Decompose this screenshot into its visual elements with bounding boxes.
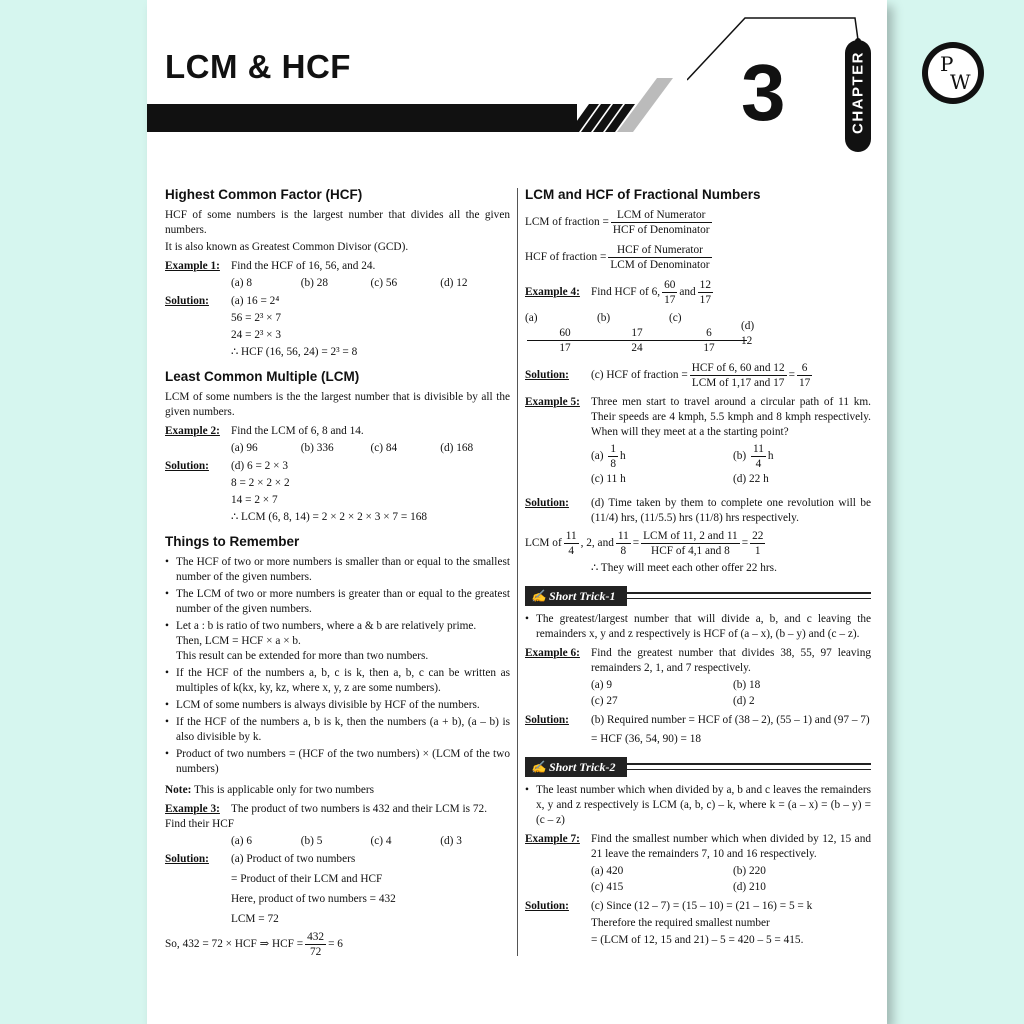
formula-lhs: LCM of fraction = (525, 216, 609, 228)
option-key: (b) (733, 450, 747, 462)
things-heading: Things to Remember (165, 534, 300, 549)
solution-label: Solution: (165, 460, 209, 472)
logo-letter-p: P (940, 52, 954, 76)
solution-lcm-line (525, 529, 871, 558)
option: (c) 56 (370, 277, 398, 289)
option: (c) 4 (370, 835, 392, 847)
list-item (165, 619, 510, 664)
example-6-options (591, 678, 871, 709)
solution-1 (165, 294, 510, 309)
example-text: Find the LCM of 6, 8 and 14. (231, 425, 364, 437)
lcm-fraction-formula (525, 208, 871, 237)
header-bar (147, 104, 577, 132)
solution-line: (c) Since (12 – 7) = (15 – 10) = (21 – 16) = 5 = k (591, 900, 813, 912)
fraction (608, 243, 711, 272)
numerator: 6 (671, 326, 747, 341)
formula-lhs: HCF of fraction = (525, 251, 607, 263)
option: (d) 168 (440, 442, 474, 454)
solution-label: Solution: (525, 497, 569, 509)
denominator: 17 (703, 342, 715, 354)
right-column (525, 186, 871, 948)
solution-line: ∴ HCF (16, 56, 24) = 2³ = 8 (231, 346, 358, 358)
example-text (591, 278, 871, 307)
example-text: Find the smallest number which when divided by 12, 15 and 21 leave the remainders 7, 10 and 16 respectively. (591, 833, 871, 860)
things-list (165, 555, 510, 777)
example-2-options (231, 441, 510, 456)
fraction (305, 930, 326, 959)
hcf-heading: Highest Common Factor (HCF) (165, 187, 363, 202)
option: (a) 6 (231, 835, 253, 847)
short-trick-label: ✍ Short Trick-1 (525, 586, 627, 606)
option-value: 12 (741, 334, 753, 347)
numerator: 22 (752, 530, 764, 542)
solution-pre: (c) HCF of fraction = (591, 369, 688, 381)
denominator: 8 (620, 545, 627, 557)
denominator: 17 (664, 294, 676, 306)
denominator: 24 (631, 342, 643, 354)
numerator: 432 (307, 931, 325, 943)
fraction (611, 208, 712, 237)
example-label: Example 3: (165, 803, 220, 815)
example-label: Example 4: (525, 286, 580, 298)
numerator: LCM of 11, 2 and 11 (643, 530, 738, 542)
hcf-definition: HCF of some numbers is the largest number that divides all the given numbers. (165, 209, 510, 236)
option-key: (b) (597, 312, 611, 324)
solution-7 (525, 899, 871, 914)
fraction (698, 278, 713, 307)
example-2 (165, 424, 510, 439)
equals: = (632, 537, 640, 549)
list-item: • LCM of some numbers is always divisible by HCF of the numbers. (165, 698, 510, 713)
lcm-mid: , 2, and (580, 537, 614, 549)
short-trick-label: ✍ Short Trick-2 (525, 757, 627, 777)
fraction (690, 361, 787, 390)
fraction (608, 442, 618, 471)
example-text-cont: Find their HCF (165, 818, 235, 830)
solution-line: (a) Product of two numbers (231, 853, 356, 865)
example-4 (525, 278, 871, 307)
solution-line: ∴ LCM (6, 8, 14) = 2 × 2 × 2 × 3 × 7 = 168 (231, 511, 428, 523)
example-7 (525, 832, 871, 862)
numerator: 11 (753, 443, 764, 455)
short-trick-1 (525, 586, 871, 606)
fraction (641, 529, 740, 558)
example-text-pre: Find HCF of 6, (591, 286, 661, 298)
lcm-heading: Least Common Multiple (LCM) (165, 369, 360, 384)
solution-label: Solution: (525, 369, 569, 381)
option (741, 319, 801, 349)
numerator: LCM of Numerator (611, 208, 712, 223)
left-column (165, 186, 510, 962)
list-item: • The least number which when divided by a, b and c leaves the remainders x, y and z respectively is LCM (a, b, c) – k, where k = (a – x) = (b – y) = (c – z) (525, 783, 871, 828)
list-item-text: Let a : b is ratio of two numbers, where a & b are relatively prime. (176, 620, 477, 632)
book-page (147, 0, 887, 1024)
option (733, 442, 875, 471)
numerator: HCF of Numerator (608, 243, 711, 258)
solution-line-fraction (165, 930, 510, 959)
solution-final: ∴ They will meet each other offer 22 hrs. (591, 562, 777, 574)
option: (b) 220 (733, 865, 766, 877)
list-item-sub: Then, LCM = HCF × a × b. (176, 635, 301, 647)
option (591, 442, 733, 471)
option: (d) 3 (440, 835, 462, 847)
note (165, 783, 510, 798)
example-label: Example 1: (165, 260, 220, 272)
numerator: 60 (527, 326, 603, 341)
option: (a) 9 (591, 679, 613, 691)
denominator: 1 (754, 545, 761, 557)
denominator: 4 (755, 458, 762, 470)
option-key: (a) (591, 450, 604, 462)
list-item-sub: This result can be extended for more than two numbers. (176, 650, 429, 662)
solution-label: Solution: (165, 853, 209, 865)
numerator: 11 (565, 530, 577, 542)
solution-label: Solution: (165, 295, 209, 307)
denominator: HCF of Denominator (612, 224, 710, 236)
solution-label: Solution: (525, 714, 569, 726)
example-1 (165, 259, 510, 274)
solution-line: = (LCM of 12, 15 and 21) – 5 = 420 – 5 = 415. (591, 934, 804, 946)
fraction (750, 529, 765, 558)
trick-rule (625, 763, 871, 765)
solution-line (591, 361, 871, 390)
solution-4 (525, 361, 871, 390)
solution-line: Here, product of two numbers = 432 (231, 893, 396, 905)
example-3 (165, 802, 510, 817)
solution-line: 24 = 2³ × 3 (231, 329, 282, 341)
solution-line: 8 = 2 × 2 × 2 (231, 477, 290, 489)
solution-2 (165, 459, 510, 474)
numerator: HCF of 6, 60 and 12 (691, 362, 785, 374)
solution-line: = HCF (36, 54, 90) = 18 (591, 733, 702, 745)
fraction (599, 326, 671, 356)
short-trick-2 (525, 757, 871, 777)
trick-2-list (525, 783, 871, 828)
option: (d) 210 (733, 881, 766, 893)
equals: = (741, 537, 749, 549)
list-item: • If the HCF of the numbers a, b is k, then the numbers (a + b), (a – b) is also divisible by k. (165, 715, 510, 745)
fraction (527, 326, 599, 356)
solution-label: Solution: (525, 900, 569, 912)
option (525, 311, 597, 356)
chapter-title: LCM & HCF (165, 48, 351, 85)
numerator: 6 (797, 361, 812, 376)
hcf-fraction-formula (525, 243, 871, 272)
denominator: 17 (559, 342, 571, 354)
solution-line: (a) 16 = 2⁴ (231, 295, 280, 307)
example-3-options (231, 834, 510, 849)
fraction (662, 278, 677, 307)
option-key: (d) (741, 319, 755, 332)
option-unit: h (620, 450, 626, 462)
solution-5 (525, 496, 871, 526)
solution-3 (165, 852, 510, 867)
option-key: (c) (669, 312, 682, 324)
example-5 (525, 395, 871, 440)
trick-rule (625, 598, 871, 599)
fraction (751, 442, 766, 471)
option: (d) 2 (733, 695, 755, 707)
numerator: 11 (617, 530, 629, 542)
option: (c) 84 (370, 442, 398, 454)
option: (c) 27 (591, 695, 618, 707)
example-text: The product of two numbers is 432 and their LCM is 72. (231, 803, 488, 815)
solution-6 (525, 713, 871, 728)
example-7-options (591, 864, 871, 895)
option: (a) 420 (591, 865, 624, 877)
denominator: LCM of 1,17 and 17 (691, 377, 785, 389)
note-label: Note: (165, 784, 192, 796)
option (669, 311, 741, 356)
example-text-mid: and (679, 286, 696, 298)
denominator: LCM of Denominator (610, 259, 710, 271)
list-item: • The LCM of two or more numbers is greater than or equal to the greatest number of the given numbers. (165, 587, 510, 617)
pw-logo (922, 42, 984, 104)
note-text: This is applicable only for two numbers (191, 784, 375, 796)
solution-line: 56 = 2³ × 7 (231, 312, 282, 324)
denominator: 4 (568, 545, 574, 557)
numerator: 12 (699, 279, 711, 291)
option: (b) 28 (300, 277, 329, 289)
list-item: • Product of two numbers = (HCF of the two numbers) × (LCM of the two numbers) (165, 747, 510, 777)
option: (b) 336 (300, 442, 334, 454)
option-unit: h (767, 450, 774, 462)
solution-line: LCM = 72 (231, 913, 279, 925)
trick-rule (625, 769, 871, 770)
example-4-options (525, 311, 871, 356)
lcm-definition: LCM of some numbers is the the largest number that is divisible by all the given numbers. (165, 391, 510, 418)
example-label: Example 6: (525, 647, 580, 659)
chapter-tag (845, 40, 871, 152)
fraction-pre: So, 432 = 72 × HCF ⇒ HCF = (165, 938, 304, 950)
list-item: • The greatest/largest number that will divide a, b, and c leaving the remainders x, y and z respectively is HCF of (a – x), (b – y) and (c – z). (525, 612, 871, 642)
option: (a) 96 (231, 442, 258, 454)
example-6 (525, 646, 871, 676)
example-label: Example 5: (525, 396, 580, 408)
column-divider (517, 188, 518, 956)
example-label: Example 2: (165, 425, 220, 437)
option: (b) 5 (300, 835, 323, 847)
fraction (616, 529, 631, 558)
denominator: 17 (798, 377, 811, 389)
fraction (564, 529, 579, 558)
denominator: 17 (699, 294, 711, 306)
example-text: Three men start to travel around a circular path of 11 km. Their speeds are 4 kmph, 5.5 kmph and 8 kmph respectively. When will they meet at a the starting point? (591, 396, 871, 438)
solution-line: Therefore the required smallest number (591, 917, 770, 929)
example-text: Find the HCF of 16, 56, and 24. (231, 260, 376, 272)
example-label: Example 7: (525, 833, 580, 845)
option: (b) 18 (733, 679, 761, 691)
denominator: 8 (610, 458, 617, 470)
chapter-number: 3 (741, 48, 786, 137)
numerator: 17 (599, 326, 675, 341)
denominator: 72 (309, 946, 322, 958)
solution-line: (d) Time taken by them to complete one revolution will be (11/4) hrs, (11/5.5) hrs (11/8) hrs respectively. (591, 497, 871, 524)
header-stripes (567, 78, 707, 134)
denominator: HCF of 4,1 and 8 (651, 545, 730, 557)
fraction (797, 361, 812, 390)
solution-line: = Product of their LCM and HCF (231, 873, 383, 885)
logo-letter-w: W (950, 70, 971, 94)
fraction-post: = 6 (328, 938, 343, 950)
numerator: 60 (664, 279, 676, 291)
list-item: • The HCF of two or more numbers is smaller than or equal to the smallest number of the given numbers. (165, 555, 510, 585)
option: (a) 8 (231, 277, 253, 289)
example-5-options (591, 442, 871, 487)
solution-line: (d) 6 = 2 × 3 (231, 460, 288, 472)
example-1-options (231, 276, 510, 291)
chapter-label: CHAPTER (849, 51, 867, 135)
numerator: 1 (610, 443, 617, 455)
option: (c) 11 h (591, 473, 626, 485)
option: (d) 12 (440, 277, 468, 289)
option (597, 311, 669, 356)
fractional-heading: LCM and HCF of Fractional Numbers (525, 187, 761, 202)
option-key: (a) (525, 312, 538, 324)
option: (c) 415 (591, 881, 624, 893)
lcm-pre: LCM of (525, 537, 562, 549)
option: (d) 22 h (733, 473, 769, 485)
trick-1-list (525, 612, 871, 642)
equals: = (788, 369, 795, 381)
trick-rule (625, 592, 871, 594)
fraction (671, 326, 743, 356)
gcd-note: It is also known as Greatest Common Divisor (GCD). (165, 241, 409, 253)
example-text: Find the greatest number that divides 38, 55, 97 leaving remainders 2, 1, and 7 respectively. (591, 647, 871, 674)
solution-line: 14 = 2 × 7 (231, 494, 278, 506)
stripe-group (569, 78, 673, 132)
list-item: • If the HCF of the numbers a, b, c is k, then a, b, c can be written as multiples of k(kx, ky, kz, where x, y, z are some numbers). (165, 666, 510, 696)
solution-line: (b) Required number = HCF of (38 – 2), (55 – 1) and (97 – 7) (591, 714, 870, 726)
